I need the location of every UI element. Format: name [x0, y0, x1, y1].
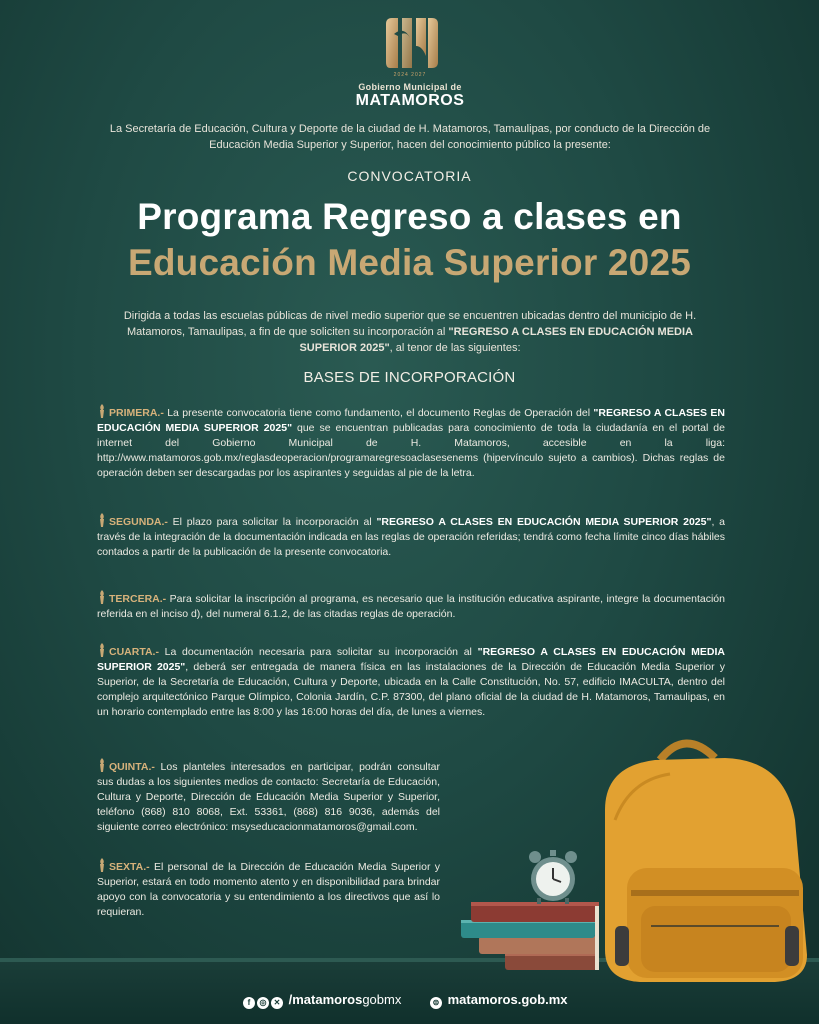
brand-name: MATAMOROS — [355, 92, 465, 109]
footer-social-handle[interactable] — [243, 992, 401, 1009]
convocatoria-label: CONVOCATORIA — [347, 168, 472, 184]
base-text: La presente convocatoria tiene como fundamento, el documento Reglas de Operación del — [163, 407, 594, 419]
base-lead: PRIMERA.- — [109, 407, 164, 419]
base-segunda — [97, 513, 725, 560]
base-text: La documentación necesaria para solicitar su incorporación al — [158, 646, 478, 658]
social-handle-thin: gobmx — [362, 992, 402, 1007]
directed-tail: , al tenor de las siguientes: — [389, 342, 521, 354]
base-program-name: "REGRESO A CLASES EN EDUCACIÓN MEDIA SUPERIOR 2025" — [376, 516, 712, 528]
logo-years: 2024 2027 — [393, 72, 427, 78]
brand-subtitle: Gobierno Municipal de — [358, 82, 462, 92]
footer-website-link[interactable] — [430, 992, 568, 1009]
base-lead: QUINTA.- — [109, 761, 155, 773]
base-program-name: "REGRESO A CLASES EN EDUCACIÓN MEDIA SUPERIOR 2025" — [97, 646, 725, 673]
base-text: , deberá ser entregada de manera física en las instalaciones de la Dirección de Educación Media Superior y Superior, de la Secretaría de Educación, Cultura y Deporte, ubicada en la Calle Constitución, No. 57, edificio IMACULTA, dentro del complejo arquitectónico Parque Olímpico, Colonia Jardín, C.P. 87300, del plano oficial de la ciudad de H. Matamoros, Tamaulipas, en un horario contemplado entre las 8:00 y las 16:00 horas del día, de lunes a viernes. — [97, 661, 725, 718]
base-text: El plazo para solicitar la incorporación al — [167, 516, 377, 528]
alarm-clock-icon — [529, 850, 577, 904]
intro-paragraph: La Secretaría de Educación, Cultura y Deporte de la ciudad de H. Matamoros, Tamaulipas, por conducto de la Dirección de Educación Media Superior y Superior, hacen del conocimiento público la presente: — [109, 123, 711, 151]
backpack-icon — [605, 743, 807, 982]
base-lead: SEXTA.- — [109, 861, 150, 873]
base-quinta — [97, 758, 440, 835]
base-program-name: "REGRESO A CLASES EN EDUCACIÓN MEDIA SUPERIOR 2025" — [97, 407, 725, 434]
books-stack-icon — [461, 902, 599, 970]
page-title-line1: Programa Regreso a clases en — [137, 196, 682, 237]
base-text: Los planteles interesados en participar, podrán consultar sus dudas a los siguientes medios de contacto: Secretaría de Educación, Cultura y Deporte, Dirección de Educación Media Superior y Superior, teléfono (868) 810 8068, Ext. 53361, (868) 816 9036, además del siguiente correo electrónico: msyseducacionmatamoros@gmail.com. — [97, 761, 440, 833]
base-cuarta — [97, 643, 725, 720]
bases-heading: BASES DE INCORPORACIÓN — [303, 369, 516, 386]
facebook-icon[interactable]: f — [243, 997, 255, 1009]
social-handle-bold: /matamoros — [288, 992, 363, 1007]
base-text: Para solicitar la inscripción al programa, es necesario que la institución educativa aspirante, integre la documentación referida en el inciso d), del numeral 6.1.2, de las citadas reglas de operación. — [97, 593, 725, 620]
directed-paragraph — [100, 308, 720, 356]
page-title-line2: Educación Media Superior 2025 — [127, 242, 692, 283]
directed-text: Dirigida a todas las escuelas públicas de nivel medio superior que se encuentren ubicadas dentro del municipio de H. Matamoros, Tamaulipas, a fin de que soliciten su incorporación al — [123, 310, 697, 338]
base-text: El personal de la Dirección de Educación Media Superior y Superior, estará en todo momento atento y en disponibilidad para brindar apoyo con la convocatoria y su entendimiento a los directivos que así lo requieran. — [97, 861, 440, 918]
base-tercera — [97, 590, 725, 622]
directed-program-name: "REGRESO A CLASES EN EDUCACIÓN MEDIA SUPERIOR 2025" — [299, 326, 693, 354]
base-text: que se encuentran publicadas para conocimiento de toda la ciudadanía en el portal de internet del Gobierno Municipal de H. Matamoros, accesible en la liga: http://www.matamoros.gob.mx/reglasdeoperacion/programaregresoaclasesenems (hipervínculo sujeto a cambios). Dichas reglas de operación deben ser descargadas por los aspirantes y seguidas al pie de la letra. — [97, 422, 725, 479]
torch-icon — [97, 643, 107, 657]
instagram-icon[interactable]: ◎ — [257, 997, 269, 1009]
municipal-logo-icon — [380, 16, 444, 78]
base-primera — [97, 404, 725, 481]
torch-icon — [97, 404, 107, 418]
website-label: matamoros.gob.mx — [447, 992, 568, 1007]
torch-icon — [97, 758, 107, 772]
globe-icon: ⊜ — [430, 997, 442, 1009]
school-supplies-illustration — [455, 730, 819, 990]
x-icon[interactable]: ✕ — [271, 997, 283, 1009]
base-lead: SEGUNDA.- — [109, 516, 168, 528]
base-text: , a través de la integración de la documentación indicada en las reglas de operación referidas; tendrá como fecha límite cinco días hábiles contados a partir de la publicación de la presente convocatoria. — [97, 516, 725, 558]
base-sexta — [97, 858, 440, 920]
torch-icon — [97, 858, 107, 872]
torch-icon — [97, 513, 107, 527]
torch-icon — [97, 590, 107, 604]
base-lead: CUARTA.- — [109, 646, 159, 658]
base-lead: TERCERA.- — [109, 593, 167, 605]
